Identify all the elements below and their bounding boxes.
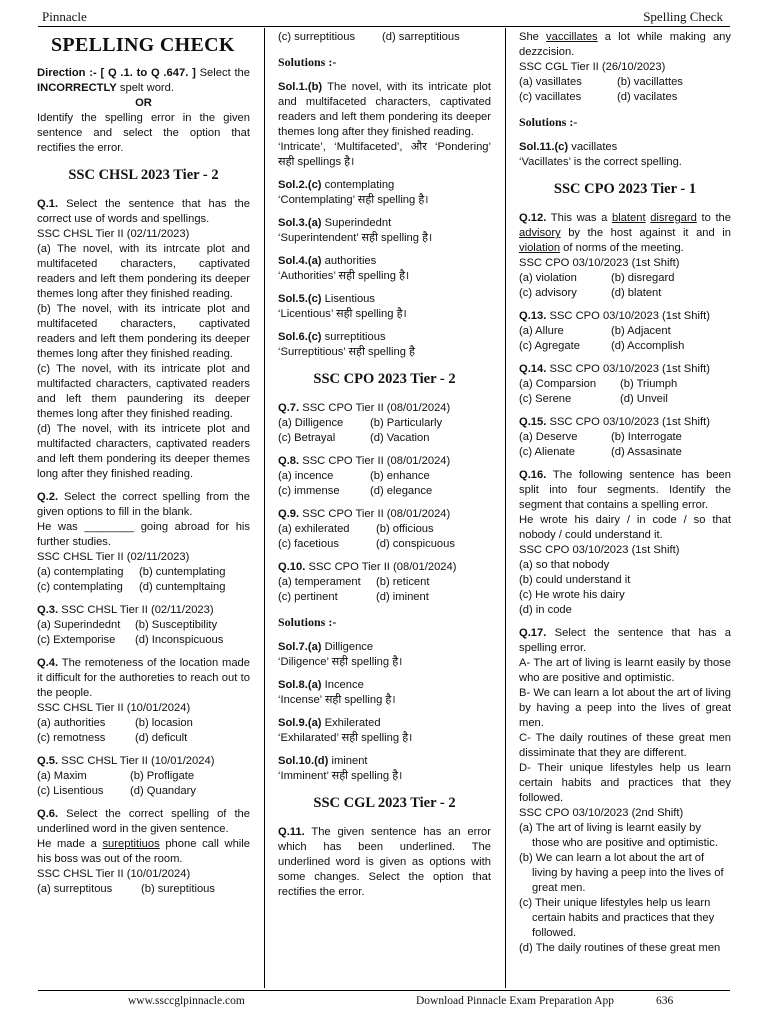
solution-note: ‘Contemplating’ सही spelling है। bbox=[278, 194, 429, 206]
option-a: (a) so that nobody bbox=[519, 559, 610, 571]
solution-number: Sol.9.(a) bbox=[278, 717, 322, 729]
direction-text-end: spelt word. bbox=[116, 82, 174, 94]
column-1 bbox=[37, 30, 250, 990]
page-header bbox=[0, 0, 768, 28]
solution-text: Superindednt bbox=[321, 217, 392, 229]
option-b: (b) Susceptibility bbox=[135, 619, 218, 631]
question-number: Q.3. bbox=[37, 604, 59, 616]
question-number: Q.6. bbox=[37, 808, 59, 820]
option-b: (b) Interrogate bbox=[611, 431, 682, 443]
question-number: Q.8. bbox=[278, 455, 300, 467]
option-c: (c) Serene bbox=[519, 393, 572, 405]
question-source: SSC CHSL Tier II (02/11/2023) bbox=[37, 228, 190, 240]
solution-11 bbox=[519, 140, 731, 170]
direction-alt: Identify the spelling error in the given sentence and select the option that rectifies the error. bbox=[37, 112, 250, 154]
option-a: (a) surreptitous bbox=[37, 883, 113, 895]
option-d: (d) in code bbox=[519, 604, 572, 616]
question-text: Select the sentence that has a spelling error. bbox=[519, 627, 731, 654]
solution-number: Sol.5.(c) bbox=[278, 293, 322, 305]
question-17 bbox=[519, 626, 731, 956]
question-source: SSC CHSL Tier II (02/11/2023) bbox=[37, 551, 190, 563]
option-c: (c) vacillates bbox=[519, 91, 582, 103]
question-source: SSC CHSL Tier II (02/11/2023) bbox=[58, 604, 214, 616]
option-d: (d) Accomplish bbox=[611, 340, 685, 352]
solution-number: Sol.11.(c) bbox=[519, 141, 569, 153]
option-b: (b) reticent bbox=[376, 576, 430, 588]
option-c: (c) The novel, with its intricate plot and multifacted characters, captivated readers and left them paundering its deeper themes long after they finished reading. bbox=[37, 363, 250, 420]
question-text: Select the correct spelling of the underlined word in the given sentence. bbox=[37, 808, 250, 835]
column-divider bbox=[505, 28, 506, 988]
solution-text: authorities bbox=[321, 255, 377, 267]
question-source: SSC CPO 03/10/2023 (1st Shift) bbox=[546, 310, 710, 322]
solution-number: Sol.1.(b) bbox=[278, 81, 323, 93]
question-number: Q.11. bbox=[278, 826, 305, 838]
solution-9 bbox=[278, 716, 491, 746]
solution-note: ‘Authorities’ सही spelling है। bbox=[278, 270, 410, 282]
option-c: (c) remotness bbox=[37, 732, 106, 744]
section-heading: SSC CPO 2023 Tier - 1 bbox=[553, 181, 697, 197]
question-number: Q.9. bbox=[278, 508, 300, 520]
question-12 bbox=[519, 211, 731, 301]
question-sentence: He was ________ going abroad for his further studies. bbox=[37, 521, 250, 548]
solution-1 bbox=[278, 80, 491, 170]
question-source: SSC CHSL Tier II (10/01/2024) bbox=[37, 702, 191, 714]
option-a: (a) Allure bbox=[519, 325, 564, 337]
option-d: (d) Vacation bbox=[370, 432, 430, 444]
solution-4 bbox=[278, 254, 491, 284]
sentence-part: to the bbox=[696, 212, 731, 224]
solution-6 bbox=[278, 330, 491, 360]
option-d: (d) The daily routines of these great men bbox=[519, 942, 721, 954]
statement-d: D- Their unique lifestyles help us learn certain habits and practices that they followed. bbox=[519, 762, 731, 804]
solutions-heading: Solutions :- bbox=[519, 115, 578, 129]
option-a: (a) authorities bbox=[37, 717, 106, 729]
footer-rule bbox=[38, 990, 730, 991]
solutions-heading: Solutions :- bbox=[278, 55, 337, 69]
question-source: SSC CPO 03/10/2023 (2nd Shift) bbox=[519, 807, 684, 819]
page-number: 636 bbox=[656, 995, 674, 1007]
solution-text: Dilligence bbox=[321, 641, 374, 653]
option-d: (d) conspicuous bbox=[376, 538, 455, 550]
underlined-word: sureptitiuos bbox=[102, 838, 160, 850]
sentence-part: of norms of the meeting. bbox=[560, 242, 684, 254]
option-a: (a) temperament bbox=[278, 576, 361, 588]
question-number: Q.15. bbox=[519, 416, 547, 428]
solution-text: Incence bbox=[321, 679, 364, 691]
sentence-part: She bbox=[519, 31, 547, 43]
option-b: (b) We can learn a lot about the art of living by having a peep into the lives of great men. bbox=[519, 852, 724, 894]
option-b: (b) Adjacent bbox=[611, 325, 671, 337]
question-6-continued bbox=[278, 30, 491, 45]
question-text: The remoteness of the location made it difficult for the authoreties to reach out to the people. bbox=[37, 657, 250, 699]
solution-note: ‘Superintendent’ सही spelling है। bbox=[278, 232, 433, 244]
question-14 bbox=[519, 362, 731, 407]
option-a: (a) violation bbox=[519, 272, 577, 284]
question-source: SSC CGL Tier II (26/10/2023) bbox=[519, 61, 666, 73]
option-c: (c) Lisentious bbox=[37, 785, 104, 797]
underlined-word: vaccillates bbox=[546, 31, 598, 43]
option-d: (d) Unveil bbox=[620, 393, 668, 405]
question-5 bbox=[37, 754, 250, 799]
option-b: (b) locasion bbox=[135, 717, 193, 729]
option-a: (a) incence bbox=[278, 470, 334, 482]
question-number: Q.13. bbox=[519, 310, 547, 322]
solution-text: contemplating bbox=[321, 179, 395, 191]
solution-7 bbox=[278, 640, 491, 670]
solution-text: surreptitious bbox=[321, 331, 386, 343]
question-source: SSC CPO Tier II (08/01/2024) bbox=[299, 402, 451, 414]
option-c: (c) facetious bbox=[278, 538, 339, 550]
question-15 bbox=[519, 415, 731, 460]
option-c: (c) Alienate bbox=[519, 446, 575, 458]
option-d: (d) vacilates bbox=[617, 91, 678, 103]
solution-note: ‘Exhilarated’ सही spelling है। bbox=[278, 732, 413, 744]
option-c: (c) Agregate bbox=[519, 340, 580, 352]
question-number: Q.4. bbox=[37, 657, 59, 669]
option-d: (d) iminent bbox=[376, 591, 429, 603]
question-text: Select the sentence that has the correct use of words and spellings. bbox=[37, 198, 250, 225]
option-a: (a) vasillates bbox=[519, 76, 582, 88]
underlined-word: disregard bbox=[650, 212, 697, 224]
question-9 bbox=[278, 507, 491, 552]
question-10 bbox=[278, 560, 491, 605]
solution-number: Sol.6.(c) bbox=[278, 331, 322, 343]
question-number: Q.17. bbox=[519, 627, 547, 639]
option-a: (a) Deserve bbox=[519, 431, 578, 443]
question-11 bbox=[278, 825, 491, 900]
option-b: (b) cuntemplating bbox=[139, 566, 226, 578]
solution-note: ‘Intricate’, ‘Multifaceted’, और ‘Pondering’ सही spellings है। bbox=[278, 141, 491, 168]
option-c: (c) immense bbox=[278, 485, 340, 497]
option-c: (c) Their unique lifestyles help us learn certain habits and practices that they followed. bbox=[519, 897, 715, 939]
solution-10 bbox=[278, 754, 491, 784]
question-source: SSC CHSL Tier II (10/01/2024) bbox=[37, 868, 191, 880]
option-a: (a) Dilligence bbox=[278, 417, 344, 429]
column-3 bbox=[519, 30, 731, 990]
question-source: SSC CPO Tier II (08/01/2024) bbox=[305, 561, 457, 573]
option-b: (b) Profligate bbox=[130, 770, 195, 782]
option-b: (b) disregard bbox=[611, 272, 675, 284]
sentence-part: a lot while making any dezzcision. bbox=[519, 31, 731, 58]
option-c: (c) Betrayal bbox=[278, 432, 336, 444]
question-8 bbox=[278, 454, 491, 499]
question-16 bbox=[519, 468, 731, 618]
question-3 bbox=[37, 603, 250, 648]
option-b: (b) Particularly bbox=[370, 417, 443, 429]
option-c: (c) surreptitious bbox=[278, 31, 356, 43]
question-source: SSC CPO Tier II (08/01/2024) bbox=[299, 508, 451, 520]
direction-text: Select the bbox=[195, 67, 250, 79]
question-source: SSC CPO 03/10/2023 (1st Shift) bbox=[546, 363, 710, 375]
footer-website: www.ssccglpinnacle.com bbox=[128, 995, 245, 1007]
or-separator: OR bbox=[135, 97, 152, 109]
option-a: (a) The novel, with its intrcate plot and multifaceted characters, captivated readers and left them pondering its deeper themes long after they finished reading. bbox=[37, 243, 250, 300]
section-heading: SSC CPO 2023 Tier - 2 bbox=[313, 371, 456, 387]
option-b: (b) vacillattes bbox=[617, 76, 683, 88]
option-c: (c) advisory bbox=[519, 287, 577, 299]
column-2 bbox=[278, 30, 491, 990]
question-source: SSC CHSL Tier II (10/01/2024) bbox=[58, 755, 215, 767]
question-number: Q.16. bbox=[519, 469, 547, 481]
option-a: (a) The art of living is learnt easily by those who are positive and optimistic. bbox=[519, 822, 718, 849]
question-sentence: He wrote his dairy / in code / so that nobody / could understand it. bbox=[519, 514, 731, 541]
solution-text: Lisentious bbox=[321, 293, 376, 305]
question-text: The following sentence has been split into four segments. Identify the segment that contains a spelling error. bbox=[519, 469, 731, 511]
option-c: (c) pertinent bbox=[278, 591, 338, 603]
option-d: (d) Inconspicuous bbox=[135, 634, 224, 646]
question-source: SSC CPO 03/10/2023 (1st Shift) bbox=[519, 257, 680, 269]
option-d: (d) cuntempltaing bbox=[139, 581, 226, 593]
direction-emphasis: INCORRECTLY bbox=[37, 82, 117, 94]
option-c: (c) contemplating bbox=[37, 581, 123, 593]
solution-8 bbox=[278, 678, 491, 708]
direction bbox=[37, 66, 250, 96]
question-4 bbox=[37, 656, 250, 746]
question-2 bbox=[37, 490, 250, 595]
solution-number: Sol.10.(d) bbox=[278, 755, 329, 767]
question-number: Q.14. bbox=[519, 363, 547, 375]
statement-a: A- The art of living is learnt easily by those who are positive and optimistic. bbox=[519, 657, 731, 684]
option-a: (a) Superindednt bbox=[37, 619, 121, 631]
page-title: SPELLING CHECK bbox=[51, 34, 235, 56]
column-divider bbox=[264, 28, 265, 988]
question-7 bbox=[278, 401, 491, 446]
solution-note: ‘Incense’ सही spelling है। bbox=[278, 694, 396, 706]
solution-number: Sol.7.(a) bbox=[278, 641, 322, 653]
solution-5 bbox=[278, 292, 491, 322]
option-d: (d) The novel, with its intricete plot and multifacted characters, captivated readers and left them pondering its deeper themes long after they finished reading. bbox=[37, 423, 250, 480]
question-number: Q.5. bbox=[37, 755, 59, 767]
solution-text: vacillates bbox=[568, 141, 618, 153]
option-b: (b) officious bbox=[376, 523, 434, 535]
question-1 bbox=[37, 197, 250, 482]
direction-label: Direction :- [ Q .1. to Q .647. ] bbox=[37, 67, 196, 79]
solution-number: Sol.2.(c) bbox=[278, 179, 322, 191]
question-number: Q.10. bbox=[278, 561, 306, 573]
solution-note: ‘Vacillates’ is the correct spelling. bbox=[519, 156, 682, 168]
underlined-word: blatent bbox=[611, 212, 646, 224]
footer-app-promo: Download Pinnacle Exam Preparation App bbox=[416, 995, 615, 1007]
section-heading: SSC CHSL 2023 Tier - 2 bbox=[68, 167, 219, 183]
solution-text: iminent bbox=[328, 755, 368, 767]
option-b: (b) enhance bbox=[370, 470, 430, 482]
solution-note: ‘Diligence’ सही spelling है। bbox=[278, 656, 403, 668]
question-number: Q.7. bbox=[278, 402, 300, 414]
question-number: Q.1. bbox=[37, 198, 59, 210]
solutions-heading: Solutions :- bbox=[278, 615, 337, 629]
option-d: (d) blatent bbox=[611, 287, 662, 299]
solution-3 bbox=[278, 216, 491, 246]
option-a: (a) Maxim bbox=[37, 770, 87, 782]
sentence-part: He made a bbox=[37, 838, 103, 850]
sentence-part: phone call while his boss was out of the room. bbox=[37, 838, 250, 865]
question-6 bbox=[37, 807, 250, 897]
page-footer bbox=[0, 990, 768, 1020]
option-d: (d) deficult bbox=[135, 732, 188, 744]
statement-c: C- The daily routines of these great men dissiminate that they are different. bbox=[519, 732, 731, 759]
question-number: Q.12. bbox=[519, 212, 547, 224]
option-a: (a) contemplating bbox=[37, 566, 124, 578]
underlined-word: violation bbox=[519, 242, 561, 254]
option-d: (d) elegance bbox=[370, 485, 433, 497]
sentence-part: by the host against it and in bbox=[560, 227, 731, 239]
option-c: (c) Extemporise bbox=[37, 634, 116, 646]
question-source: SSC CPO Tier II (08/01/2024) bbox=[299, 455, 451, 467]
solution-text: Exhilerated bbox=[321, 717, 381, 729]
question-11-continued bbox=[519, 30, 731, 105]
option-b: (b) sureptitious bbox=[141, 883, 215, 895]
header-chapter: Spelling Check bbox=[643, 9, 723, 24]
option-d: (d) sarreptitious bbox=[382, 31, 460, 43]
option-b: (b) Triumph bbox=[620, 378, 678, 390]
solution-number: Sol.3.(a) bbox=[278, 217, 322, 229]
question-text: The given sentence has an error which has been underlined. The underlined word is given as options with some changes. Select the option that rectifies the error. bbox=[278, 826, 491, 898]
option-a: (a) exhilerated bbox=[278, 523, 350, 535]
option-d: (d) Assasinate bbox=[611, 446, 682, 458]
underlined-word: advisory bbox=[519, 227, 561, 239]
option-c: (c) He wrote his dairy bbox=[519, 589, 625, 601]
option-a: (a) Comparsion bbox=[519, 378, 597, 390]
solution-number: Sol.4.(a) bbox=[278, 255, 322, 267]
solution-note: ‘Imminent’ सही spelling है। bbox=[278, 770, 403, 782]
solution-note: ‘Licentious’ सही spelling है। bbox=[278, 308, 407, 320]
header-rule bbox=[38, 26, 730, 27]
question-source: SSC CPO 03/10/2023 (1st Shift) bbox=[546, 416, 710, 428]
question-source: SSC CPO 03/10/2023 (1st Shift) bbox=[519, 544, 680, 556]
solution-note: ‘Surreptitious’ सही spelling है bbox=[278, 346, 415, 358]
sentence-part: This was a bbox=[546, 212, 612, 224]
solution-text: The novel, with its intricate plot and multifaceted characters, captivated readers and left them pondering its deeper themes long after they finished reading. bbox=[278, 81, 491, 138]
statement-b: B- We can learn a lot about the art of living by having a peep into the lives of great men. bbox=[519, 687, 731, 729]
option-d: (d) Quandary bbox=[130, 785, 196, 797]
question-13 bbox=[519, 309, 731, 354]
solution-2 bbox=[278, 178, 491, 208]
option-b: (b) could understand it bbox=[519, 574, 631, 586]
question-text: Select the correct spelling from the given options to fill in the blank. bbox=[37, 491, 250, 518]
question-number: Q.2. bbox=[37, 491, 59, 503]
option-b: (b) The novel, with its intricate plot and multifaceted characters, captivated readers and left them pondering its deeper themes long after they finished reading. bbox=[37, 303, 250, 360]
section-heading: SSC CGL 2023 Tier - 2 bbox=[313, 795, 456, 811]
solution-number: Sol.8.(a) bbox=[278, 679, 322, 691]
header-brand: Pinnacle bbox=[42, 9, 87, 24]
